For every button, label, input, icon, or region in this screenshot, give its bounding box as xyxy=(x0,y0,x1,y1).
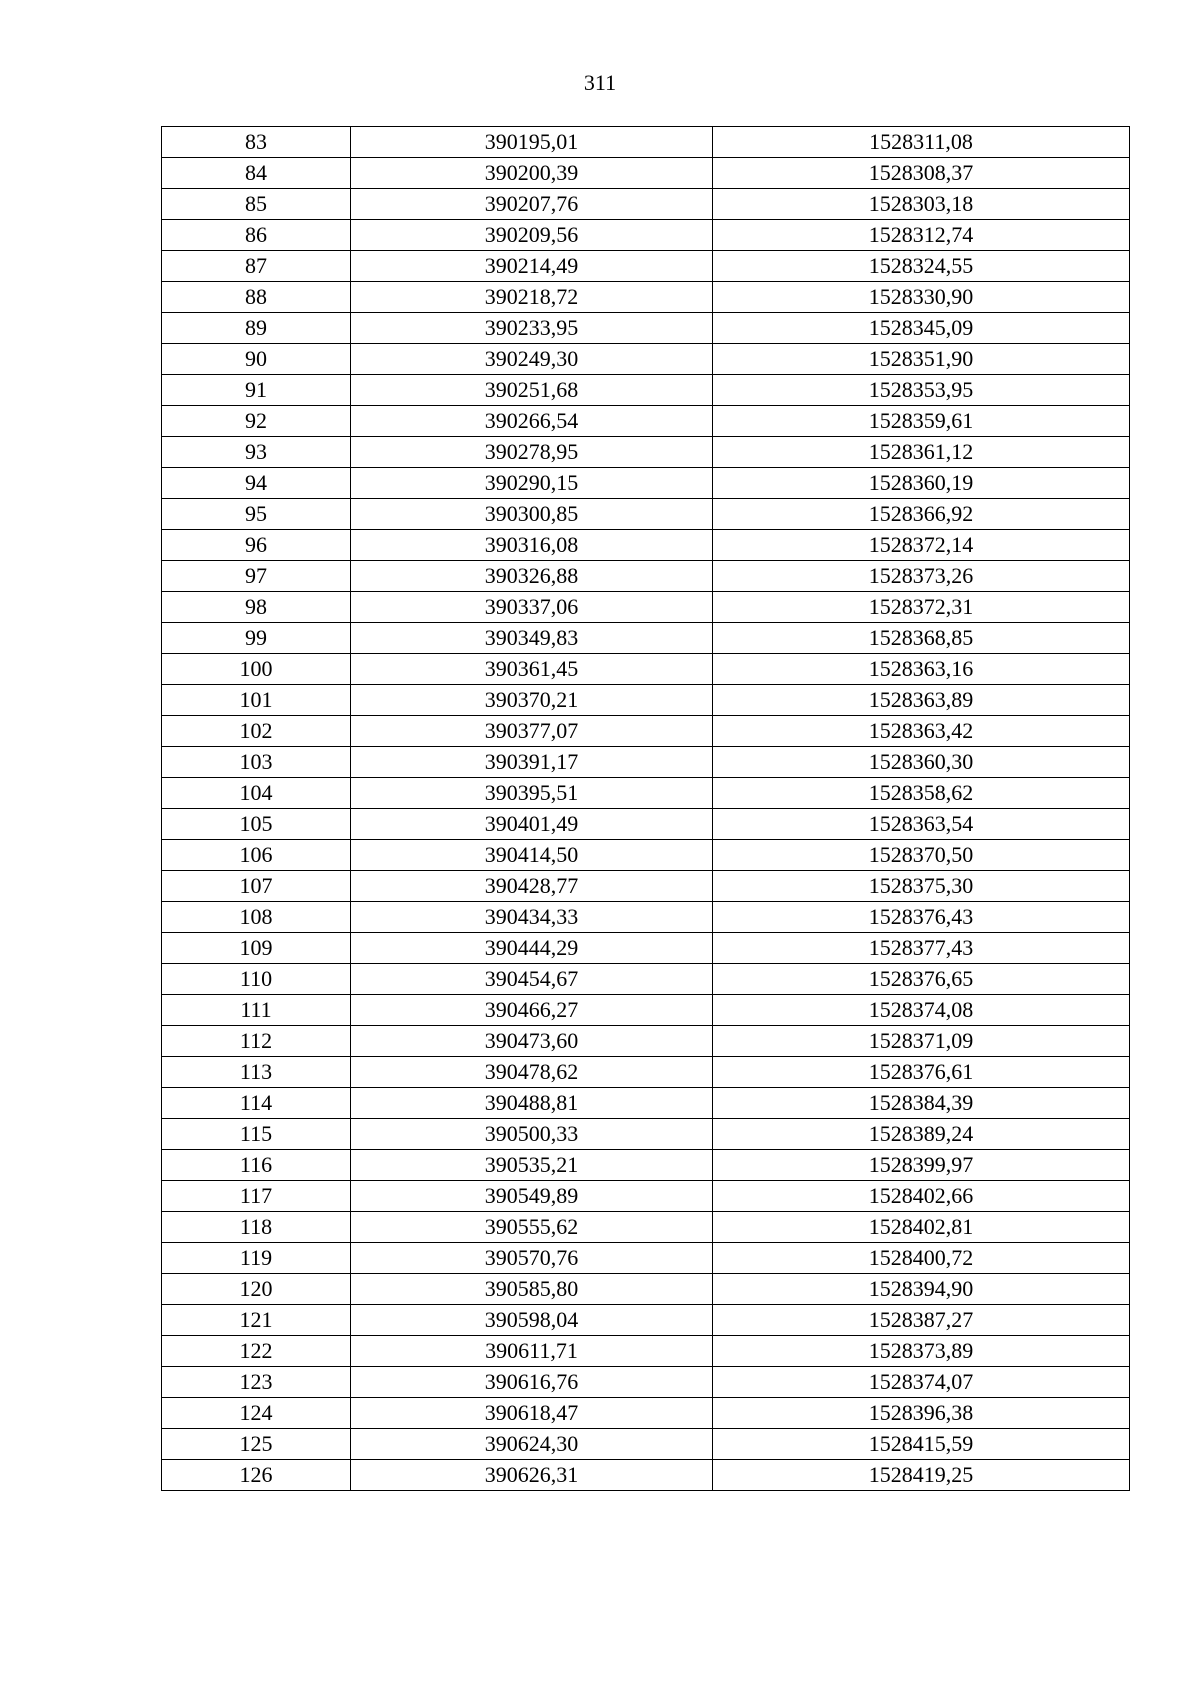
x-coordinate-cell: 390434,33 xyxy=(351,902,713,933)
x-coordinate-cell: 390549,89 xyxy=(351,1181,713,1212)
x-coordinate-cell: 390370,21 xyxy=(351,685,713,716)
point-number-cell: 92 xyxy=(162,406,351,437)
point-number-cell: 99 xyxy=(162,623,351,654)
table-row xyxy=(162,623,1130,654)
x-coordinate-cell: 390626,31 xyxy=(351,1460,713,1491)
table-row xyxy=(162,809,1130,840)
table-row xyxy=(162,685,1130,716)
table-row xyxy=(162,127,1130,158)
y-coordinate-cell: 1528312,74 xyxy=(713,220,1130,251)
y-coordinate-cell: 1528363,16 xyxy=(713,654,1130,685)
table-row xyxy=(162,1057,1130,1088)
x-coordinate-cell: 390377,07 xyxy=(351,716,713,747)
y-coordinate-cell: 1528370,50 xyxy=(713,840,1130,871)
x-coordinate-cell: 390428,77 xyxy=(351,871,713,902)
y-coordinate-cell: 1528330,90 xyxy=(713,282,1130,313)
x-coordinate-cell: 390618,47 xyxy=(351,1398,713,1429)
y-coordinate-cell: 1528374,08 xyxy=(713,995,1130,1026)
y-coordinate-cell: 1528376,61 xyxy=(713,1057,1130,1088)
x-coordinate-cell: 390478,62 xyxy=(351,1057,713,1088)
y-coordinate-cell: 1528351,90 xyxy=(713,344,1130,375)
x-coordinate-cell: 390290,15 xyxy=(351,468,713,499)
table-row xyxy=(162,1119,1130,1150)
x-coordinate-cell: 390207,76 xyxy=(351,189,713,220)
table-row xyxy=(162,654,1130,685)
point-number-cell: 105 xyxy=(162,809,351,840)
x-coordinate-cell: 390585,80 xyxy=(351,1274,713,1305)
y-coordinate-cell: 1528303,18 xyxy=(713,189,1130,220)
x-coordinate-cell: 390488,81 xyxy=(351,1088,713,1119)
x-coordinate-cell: 390249,30 xyxy=(351,344,713,375)
point-number-cell: 116 xyxy=(162,1150,351,1181)
point-number-cell: 101 xyxy=(162,685,351,716)
x-coordinate-cell: 390473,60 xyxy=(351,1026,713,1057)
x-coordinate-cell: 390361,45 xyxy=(351,654,713,685)
y-coordinate-cell: 1528324,55 xyxy=(713,251,1130,282)
y-coordinate-cell: 1528372,14 xyxy=(713,530,1130,561)
table-row xyxy=(162,561,1130,592)
point-number-cell: 96 xyxy=(162,530,351,561)
x-coordinate-cell: 390266,54 xyxy=(351,406,713,437)
point-number-cell: 85 xyxy=(162,189,351,220)
point-number-cell: 88 xyxy=(162,282,351,313)
point-number-cell: 84 xyxy=(162,158,351,189)
y-coordinate-cell: 1528308,37 xyxy=(713,158,1130,189)
x-coordinate-cell: 390598,04 xyxy=(351,1305,713,1336)
x-coordinate-cell: 390195,01 xyxy=(351,127,713,158)
table-row xyxy=(162,778,1130,809)
point-number-cell: 100 xyxy=(162,654,351,685)
point-number-cell: 107 xyxy=(162,871,351,902)
table-row xyxy=(162,1150,1130,1181)
y-coordinate-cell: 1528363,42 xyxy=(713,716,1130,747)
table-row xyxy=(162,282,1130,313)
y-coordinate-cell: 1528363,89 xyxy=(713,685,1130,716)
x-coordinate-cell: 390300,85 xyxy=(351,499,713,530)
table-row xyxy=(162,964,1130,995)
table-row xyxy=(162,375,1130,406)
point-number-cell: 111 xyxy=(162,995,351,1026)
y-coordinate-cell: 1528375,30 xyxy=(713,871,1130,902)
y-coordinate-cell: 1528396,38 xyxy=(713,1398,1130,1429)
point-number-cell: 120 xyxy=(162,1274,351,1305)
point-number-cell: 112 xyxy=(162,1026,351,1057)
x-coordinate-cell: 390349,83 xyxy=(351,623,713,654)
y-coordinate-cell: 1528368,85 xyxy=(713,623,1130,654)
y-coordinate-cell: 1528399,97 xyxy=(713,1150,1130,1181)
y-coordinate-cell: 1528394,90 xyxy=(713,1274,1130,1305)
table-row xyxy=(162,220,1130,251)
x-coordinate-cell: 390414,50 xyxy=(351,840,713,871)
point-number-cell: 83 xyxy=(162,127,351,158)
table-row xyxy=(162,530,1130,561)
table-row xyxy=(162,437,1130,468)
y-coordinate-cell: 1528373,26 xyxy=(713,561,1130,592)
table-row xyxy=(162,1367,1130,1398)
y-coordinate-cell: 1528389,24 xyxy=(713,1119,1130,1150)
table-row xyxy=(162,1429,1130,1460)
x-coordinate-cell: 390251,68 xyxy=(351,375,713,406)
x-coordinate-cell: 390316,08 xyxy=(351,530,713,561)
table-row xyxy=(162,313,1130,344)
y-coordinate-cell: 1528376,65 xyxy=(713,964,1130,995)
table-row xyxy=(162,1460,1130,1491)
y-coordinate-cell: 1528400,72 xyxy=(713,1243,1130,1274)
point-number-cell: 98 xyxy=(162,592,351,623)
x-coordinate-cell: 390326,88 xyxy=(351,561,713,592)
table-row xyxy=(162,1026,1130,1057)
y-coordinate-cell: 1528363,54 xyxy=(713,809,1130,840)
x-coordinate-cell: 390555,62 xyxy=(351,1212,713,1243)
point-number-cell: 122 xyxy=(162,1336,351,1367)
x-coordinate-cell: 390616,76 xyxy=(351,1367,713,1398)
point-number-cell: 93 xyxy=(162,437,351,468)
x-coordinate-cell: 390624,30 xyxy=(351,1429,713,1460)
x-coordinate-cell: 390214,49 xyxy=(351,251,713,282)
coordinates-table xyxy=(161,126,1130,1491)
point-number-cell: 109 xyxy=(162,933,351,964)
point-number-cell: 86 xyxy=(162,220,351,251)
table-row xyxy=(162,1336,1130,1367)
y-coordinate-cell: 1528384,39 xyxy=(713,1088,1130,1119)
table-row xyxy=(162,933,1130,964)
y-coordinate-cell: 1528366,92 xyxy=(713,499,1130,530)
table-row xyxy=(162,592,1130,623)
y-coordinate-cell: 1528374,07 xyxy=(713,1367,1130,1398)
x-coordinate-cell: 390233,95 xyxy=(351,313,713,344)
y-coordinate-cell: 1528353,95 xyxy=(713,375,1130,406)
table-row xyxy=(162,468,1130,499)
point-number-cell: 123 xyxy=(162,1367,351,1398)
point-number-cell: 121 xyxy=(162,1305,351,1336)
y-coordinate-cell: 1528359,61 xyxy=(713,406,1130,437)
point-number-cell: 95 xyxy=(162,499,351,530)
x-coordinate-cell: 390454,67 xyxy=(351,964,713,995)
point-number-cell: 126 xyxy=(162,1460,351,1491)
y-coordinate-cell: 1528360,19 xyxy=(713,468,1130,499)
table-row xyxy=(162,499,1130,530)
x-coordinate-cell: 390218,72 xyxy=(351,282,713,313)
x-coordinate-cell: 390278,95 xyxy=(351,437,713,468)
page-number: 311 xyxy=(583,70,617,95)
x-coordinate-cell: 390391,17 xyxy=(351,747,713,778)
table-row xyxy=(162,1212,1130,1243)
x-coordinate-cell: 390444,29 xyxy=(351,933,713,964)
y-coordinate-cell: 1528345,09 xyxy=(713,313,1130,344)
point-number-cell: 118 xyxy=(162,1212,351,1243)
y-coordinate-cell: 1528311,08 xyxy=(713,127,1130,158)
y-coordinate-cell: 1528387,27 xyxy=(713,1305,1130,1336)
point-number-cell: 119 xyxy=(162,1243,351,1274)
table-row xyxy=(162,902,1130,933)
x-coordinate-cell: 390337,06 xyxy=(351,592,713,623)
point-number-cell: 110 xyxy=(162,964,351,995)
point-number-cell: 113 xyxy=(162,1057,351,1088)
y-coordinate-cell: 1528371,09 xyxy=(713,1026,1130,1057)
point-number-cell: 97 xyxy=(162,561,351,592)
y-coordinate-cell: 1528402,66 xyxy=(713,1181,1130,1212)
y-coordinate-cell: 1528376,43 xyxy=(713,902,1130,933)
x-coordinate-cell: 390535,21 xyxy=(351,1150,713,1181)
y-coordinate-cell: 1528360,30 xyxy=(713,747,1130,778)
table-row xyxy=(162,1181,1130,1212)
table-row xyxy=(162,871,1130,902)
point-number-cell: 102 xyxy=(162,716,351,747)
y-coordinate-cell: 1528402,81 xyxy=(713,1212,1130,1243)
point-number-cell: 94 xyxy=(162,468,351,499)
x-coordinate-cell: 390466,27 xyxy=(351,995,713,1026)
x-coordinate-cell: 390611,71 xyxy=(351,1336,713,1367)
table-row xyxy=(162,1398,1130,1429)
table-row xyxy=(162,406,1130,437)
table-row xyxy=(162,747,1130,778)
point-number-cell: 89 xyxy=(162,313,351,344)
y-coordinate-cell: 1528377,43 xyxy=(713,933,1130,964)
coordinates-table-body xyxy=(162,127,1130,1491)
x-coordinate-cell: 390401,49 xyxy=(351,809,713,840)
table-row xyxy=(162,158,1130,189)
y-coordinate-cell: 1528419,25 xyxy=(713,1460,1130,1491)
point-number-cell: 108 xyxy=(162,902,351,933)
y-coordinate-cell: 1528358,62 xyxy=(713,778,1130,809)
y-coordinate-cell: 1528415,59 xyxy=(713,1429,1130,1460)
point-number-cell: 91 xyxy=(162,375,351,406)
y-coordinate-cell: 1528361,12 xyxy=(713,437,1130,468)
x-coordinate-cell: 390570,76 xyxy=(351,1243,713,1274)
x-coordinate-cell: 390395,51 xyxy=(351,778,713,809)
table-row xyxy=(162,1274,1130,1305)
point-number-cell: 90 xyxy=(162,344,351,375)
point-number-cell: 117 xyxy=(162,1181,351,1212)
point-number-cell: 125 xyxy=(162,1429,351,1460)
x-coordinate-cell: 390209,56 xyxy=(351,220,713,251)
table-row xyxy=(162,995,1130,1026)
table-row xyxy=(162,189,1130,220)
y-coordinate-cell: 1528372,31 xyxy=(713,592,1130,623)
point-number-cell: 103 xyxy=(162,747,351,778)
x-coordinate-cell: 390500,33 xyxy=(351,1119,713,1150)
table-row xyxy=(162,1243,1130,1274)
point-number-cell: 104 xyxy=(162,778,351,809)
table-row xyxy=(162,1305,1130,1336)
point-number-cell: 87 xyxy=(162,251,351,282)
x-coordinate-cell: 390200,39 xyxy=(351,158,713,189)
point-number-cell: 114 xyxy=(162,1088,351,1119)
point-number-cell: 115 xyxy=(162,1119,351,1150)
y-coordinate-cell: 1528373,89 xyxy=(713,1336,1130,1367)
table-row xyxy=(162,344,1130,375)
point-number-cell: 106 xyxy=(162,840,351,871)
table-row xyxy=(162,716,1130,747)
table-row xyxy=(162,840,1130,871)
table-row xyxy=(162,1088,1130,1119)
point-number-cell: 124 xyxy=(162,1398,351,1429)
table-row xyxy=(162,251,1130,282)
